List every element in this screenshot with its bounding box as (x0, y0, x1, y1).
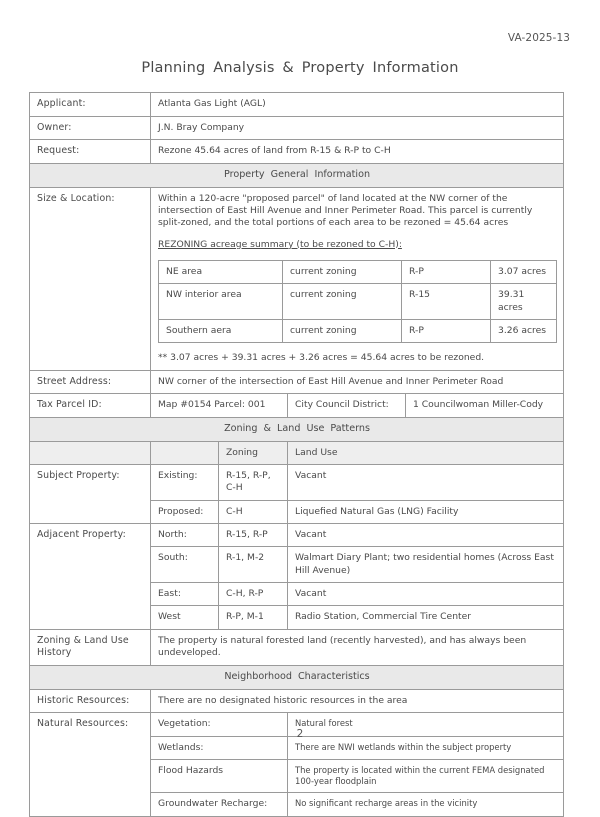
table-row (30, 417, 564, 441)
natural-topic-wetlands: Wetlands: (151, 736, 288, 759)
subject-land-use-existing: Vacant (288, 464, 564, 500)
size-location-paragraph: Within a 120-acre "proposed parcel" of land located at the NW corner of the intersection of East Hill Avenue and Inner Perimeter Road. This parcel is currently split-zoned, and the total portions of each area to be rezoned = 45.64 acres (158, 192, 533, 229)
rezoning-summary-heading: REZONING acreage summary (to be rezoned to C-H): (158, 238, 402, 250)
adjacent-direction-west: West (151, 606, 219, 629)
tax-parcel-label: Tax Parcel ID: (30, 394, 151, 418)
acreage-area: NE area (159, 260, 283, 283)
table-row (30, 163, 564, 187)
tax-parcel-value: Map #0154 Parcel: 001 (151, 394, 288, 418)
natural-value-groundwater: No significant recharge areas in the vicinity (288, 793, 564, 816)
acreage-zoning-label: current zoning (283, 319, 402, 342)
acreage-acres: 39.31 acres (491, 284, 557, 320)
street-address-label: Street Address: (30, 370, 151, 394)
adjacent-direction-north: North: (151, 523, 219, 546)
acreage-zoning: R-15 (402, 284, 491, 320)
acreage-zoning-label: current zoning (283, 284, 402, 320)
page-title: Planning Analysis & Property Information (141, 60, 459, 76)
spacer (158, 230, 557, 239)
subject-status-proposed: Proposed: (151, 500, 219, 523)
table-row (30, 665, 564, 689)
table-row (30, 116, 564, 140)
table-row (30, 523, 564, 546)
empty-header-cell-2 (151, 441, 219, 464)
section-header-property-general: Property General Information (30, 163, 564, 187)
subject-zoning-existing: R-15, R-P, C-H (219, 464, 288, 500)
page-number: 2 (296, 728, 304, 740)
table-row (30, 464, 564, 500)
adjacent-land-use-north: Vacant (288, 523, 564, 546)
table-row (30, 370, 564, 394)
size-location-value (151, 187, 564, 370)
adjacent-zoning-south: R-1, M-2 (219, 547, 288, 583)
natural-value-flood-hazards: The property is located within the current FEMA designated 100-year floodplain (288, 759, 564, 793)
adjacent-direction-south: South: (151, 547, 219, 583)
subject-land-use-proposed: Liquefied Natural Gas (LNG) Facility (288, 500, 564, 523)
size-location-label: Size & Location: (30, 187, 151, 370)
spacer (158, 343, 557, 352)
column-header-zoning: Zoning (219, 441, 288, 464)
zoning-history-label: Zoning & Land Use History (30, 629, 151, 665)
street-address-value: NW corner of the intersection of East Hill Avenue and Inner Perimeter Road (151, 370, 564, 394)
acreage-zoning: R-P (402, 319, 491, 342)
column-header-land-use: Land Use (288, 441, 564, 464)
applicant-value: Atlanta Gas Light (AGL) (151, 93, 564, 117)
adjacent-property-label: Adjacent Property: (30, 523, 151, 629)
adjacent-zoning-east: C-H, R-P (219, 582, 288, 605)
request-label: Request: (30, 140, 151, 164)
applicant-label: Applicant: (30, 93, 151, 117)
table-row (30, 394, 564, 418)
zoning-history-value: The property is natural forested land (recently harvested), and has always been undeveloped. (151, 629, 564, 665)
natural-value-vegetation: Natural forest (288, 713, 564, 736)
acreage-zoning: R-P (402, 260, 491, 283)
document-reference-number: VA-2025-13 (507, 32, 570, 44)
adjacent-land-use-south: Walmart Diary Plant; two residential homes (Across East Hill Avenue) (288, 547, 564, 583)
section-header-zoning-land-use: Zoning & Land Use Patterns (30, 417, 564, 441)
natural-topic-groundwater: Groundwater Recharge: (151, 793, 288, 816)
request-value: Rezone 45.64 acres of land from R-15 & R-P to C-H (151, 140, 564, 164)
adjacent-land-use-west: Radio Station, Commercial Tire Center (288, 606, 564, 629)
table-row (30, 140, 564, 164)
table-row (30, 689, 564, 713)
historic-resources-value: There are no designated historic resources in the area (151, 689, 564, 713)
adjacent-zoning-west: R-P, M-1 (219, 606, 288, 629)
adjacent-land-use-east: Vacant (288, 582, 564, 605)
subject-zoning-proposed: C-H (219, 500, 288, 523)
table-row (30, 441, 564, 464)
table-row (30, 187, 564, 370)
city-council-district-label: City Council District: (288, 394, 406, 418)
adjacent-direction-east: East: (151, 582, 219, 605)
natural-topic-flood-hazards: Flood Hazards (151, 759, 288, 793)
acreage-row (159, 260, 557, 283)
table-row (30, 629, 564, 665)
subject-status-existing: Existing: (151, 464, 219, 500)
table-row (30, 93, 564, 117)
acreage-area: NW interior area (159, 284, 283, 320)
natural-resources-label: Natural Resources: (30, 713, 151, 816)
planning-analysis-table (29, 92, 564, 817)
natural-topic-vegetation: Vegetation: (151, 713, 288, 736)
acreage-acres: 3.07 acres (491, 260, 557, 283)
owner-label: Owner: (30, 116, 151, 140)
acreage-row (159, 319, 557, 342)
adjacent-zoning-north: R-15, R-P (219, 523, 288, 546)
city-council-district-value: 1 Councilwoman Miller-Cody (406, 394, 564, 418)
natural-value-wetlands: There are NWI wetlands within the subject property (288, 736, 564, 759)
acreage-acres: 3.26 acres (491, 319, 557, 342)
spacer (158, 251, 557, 260)
subject-property-label: Subject Property: (30, 464, 151, 523)
owner-value: J.N. Bray Company (151, 116, 564, 140)
historic-resources-label: Historic Resources: (30, 689, 151, 713)
acreage-zoning-label: current zoning (283, 260, 402, 283)
acreage-total-note: ** 3.07 acres + 39.31 acres + 3.26 acres = 45.64 acres to be rezoned. (158, 352, 485, 364)
empty-header-cell (30, 441, 151, 464)
acreage-summary-table (158, 260, 557, 343)
acreage-row (159, 284, 557, 320)
section-header-neighborhood: Neighborhood Characteristics (30, 665, 564, 689)
acreage-area: Southern aera (159, 319, 283, 342)
